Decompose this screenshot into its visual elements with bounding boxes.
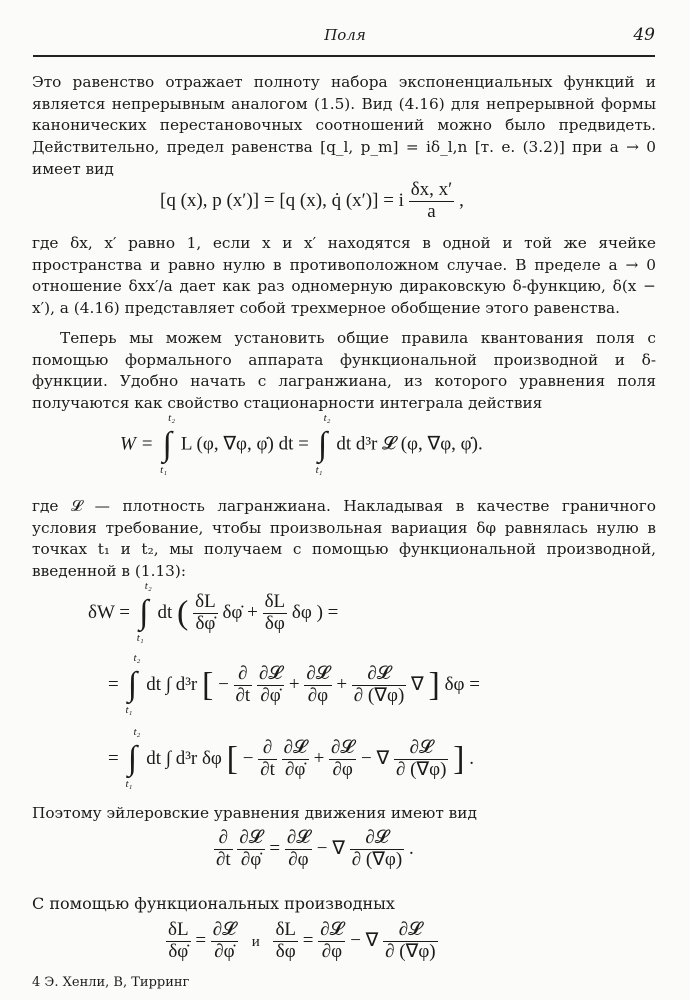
eq1-tail: , [459,189,464,211]
equation-variation-line-1: δW = ∫ t₂ t₁ dt ( $\frac{\delta L}{\delta\varphi̇}$ δφ̇ + $\frac{\delta L}{\delta\varphi}$ δφ ) = [88,580,339,645]
integral-sign: ∫ t₂ t₁ [125,652,141,717]
eq2-mid: L (φ, ∇φ, φ̇) dt = [180,433,309,455]
eq2-rhs: dt d³r 𝓛 (φ, ∇φ, φ̇). [336,433,483,455]
paragraph-6: С помощью функциональных производных [32,894,395,913]
paragraph-5: Поэтому эйлеровские уравнения движения имеют вид [32,804,477,822]
integral-sign: ∫ t₂ t₁ [136,580,152,645]
equation-commutator [160,180,464,223]
equation-functional-derivatives: $\frac{\delta L}{\delta\varphi̇}$ = $\frac{\text{∂𝓛}}{\partial\varphi̇}$ и $\frac{\delta L}{\delta\varphi}$ = $\frac{\text{∂𝓛}}{\partial\varphi}$ − ∇ $\frac{\text{∂𝓛}}{\partial (\nabla\varphi)}$ [168,919,436,962]
paragraph-1: Это равенство отражает полноту набора экспоненциальных функций и является непрерывным аналогом (1.5). Вид (4.16) для непрерывной формы канонических перестановочных соотношений можно было предвидеть. Действительно, предел равенства [q_l, p_m] = iδ_l,n [т. е. (3.2)] при a → 0 имеет вид [32,73,656,178]
paragraph-2: где δx, x′ равно 1, если x и x′ находятся в одной и той же ячейке пространства и равно нулю в противоположном случае. В пределе a → 0 отношение δxx′/a дает как раз одномерную дираковскую δ-функцию, δ(x − x′), а (4.16) представляет собой трехмерное обобщение этого равенства. [32,234,656,318]
running-head: Поля [324,26,366,44]
signature-footer: 4 Э. Хенли, В, Тирринг [32,975,190,990]
eq1-lhs: [q (x), p (x′)] = [q (x), q̇ (x′)] = i [160,189,404,211]
integral-sign: ∫ t₂ t₁ [315,412,331,476]
equation-variation-line-3: = ∫ t₂ t₁ dt ∫ d³r δφ [ − $\frac{\partial}{\partial t}$ $\frac{\text{∂𝓛}}{\partial\varphi̇}$ + $\frac{\text{∂𝓛}}{\partial\varphi}$ − ∇ $\frac{\text{∂𝓛}}{\partial (\nabla\varphi)}$ ] . [108,726,474,791]
equation-action [120,412,483,476]
paragraph-3: Теперь мы можем установить общие правила квантования поля с помощью формального аппарата функциональной производной и δ-функции. Удобно начать с лагранжиана, из которого уравнения поля получаются как свойство стационарности интеграла действия [32,329,656,413]
header-rule [33,55,655,57]
equation-euler: $\frac{\partial}{\partial t}$ $\frac{\text{∂𝓛}}{\partial\varphi̇}$ = $\frac{\text{∂𝓛}}{\partial\varphi}$ − ∇ $\frac{\text{∂𝓛}}{\partial (\nabla\varphi)}$ . [216,827,414,870]
eq2-w: W = [120,433,154,455]
page-number: 49 [633,25,655,45]
equation-variation-line-2: = ∫ t₂ t₁ dt ∫ d³r [ − $\frac{\partial}{\partial t}$ $\frac{\text{∂𝓛}}{\partial\varphi̇}$ + $\frac{\text{∂𝓛}}{\partial\varphi}$ + $\frac{\text{∂𝓛}}{\partial (\nabla\varphi)}$ ∇ ] δφ = [108,652,480,717]
integral-sign: ∫ t₂ t₁ [125,726,141,791]
paragraph-4: где 𝓛 — плотность лагранжиана. Накладывая в качестве граничного условия требование, чтобы произвольная вариация δφ равнялась нулю в точках t₁ и t₂, мы получаем с помощью функциональной производной, введенной в (1.13): [32,497,656,581]
integral-sign: ∫ t₂ t₁ [160,412,176,476]
eq1-fraction: $\frac{\delta x, x'}{a}$ [410,179,453,222]
